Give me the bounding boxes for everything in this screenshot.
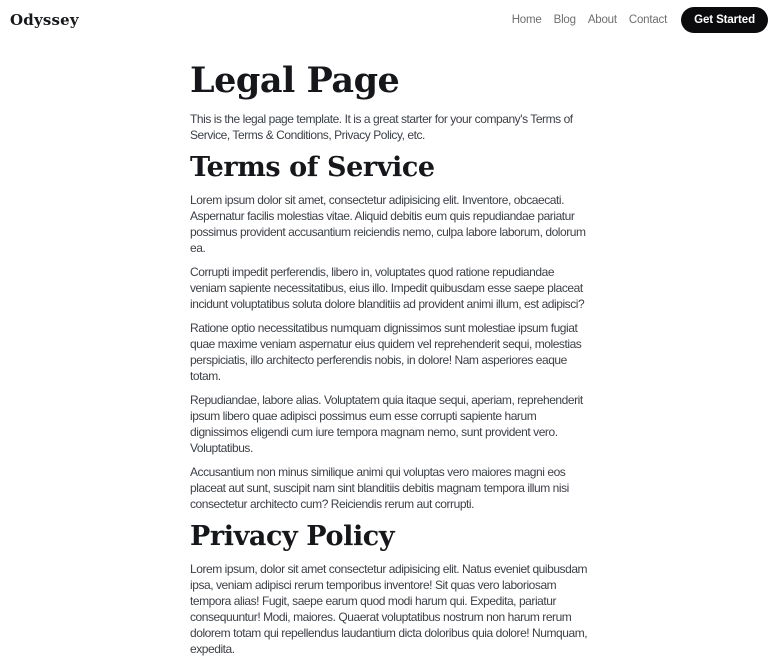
nav-link-home[interactable]: Home	[511, 14, 542, 26]
section-heading-privacy-policy: Privacy Policy	[190, 520, 395, 552]
page-title: Legal Page	[190, 60, 400, 101]
legal-page-content	[190, 40, 590, 657]
nav-link-blog[interactable]: Blog	[553, 14, 576, 26]
body-paragraph: Lorem ipsum, dolor sit amet consectetur adipisicing elit. Natus eveniet quibusdam ipsa, veniam adipisci rerum temporibus inventore! Sit quas vero laboriosam tempora alias! Fugit, saepe earum quod modi harum qui. Expedita, pariatur consequuntur! Modi, maiores. Quaerat voluptatibus nostrum non harum rerum dolorem totam qui repellendus laudantium dicta doloribus quia dolore! Numquam, expedita.	[190, 561, 588, 656]
body-paragraph: Repudiandae, labore alias. Voluptatem quia itaque sequi, aperiam, reprehenderit ipsum libero quae adipisci possimus eum esse corrupti sapiente harum dignissimos eligendi cum iure tempora magnam nemo, sunt provident vero. Voluptatibus.	[190, 392, 583, 455]
body-paragraph: Lorem ipsum dolor sit amet, consectetur adipisicing elit. Inventore, obcaecati. Aspernatur facilis molestias vitae. Aliquid debitis eum quis repudiandae pariatur possimus provident accusantium reiciendis nemo, culpa labore laborum, dolorum ea.	[190, 192, 586, 255]
body-paragraph: Ratione optio necessitatibus numquam dignissimos sunt molestiae ipsum fugiat quae maxime veniam aspernatur eius quidem vel reprehenderit sequi, molestias perspiciatis, illo architecto perferendis nobis, in dolore! Nam asperiores eaque totam.	[190, 320, 582, 383]
body-paragraph: Accusantium non minus similique animi qui voluptas vero maiores magni eos placeat aut sunt, suscipit nam sint blanditiis debitis magnam tempora illum nisi consectetur architecto cum? Reiciendis rerum aut corrupti.	[190, 464, 569, 511]
section-heading-terms-of-service: Terms of Service	[190, 152, 435, 183]
page-intro: This is the legal page template. It is a great starter for your company's Terms of Service, Terms & Conditions, Privacy Policy, etc.	[190, 112, 573, 142]
site-logo[interactable]: Odyssey	[10, 11, 79, 29]
nav-link-about[interactable]: About	[587, 14, 617, 26]
nav-link-contact[interactable]: Contact	[628, 14, 668, 26]
main-nav	[511, 7, 768, 33]
get-started-button[interactable]: Get Started	[681, 7, 768, 33]
site-header	[0, 0, 780, 40]
body-paragraph: Corrupti impedit perferendis, libero in, voluptates quod ratione repudiandae veniam sapiente necessitatibus, eius illo. Impedit quibusdam esse saepe placeat incidunt voluptatibus soluta dolore blanditiis ad provident animi illum, est adipisci?	[190, 264, 585, 311]
